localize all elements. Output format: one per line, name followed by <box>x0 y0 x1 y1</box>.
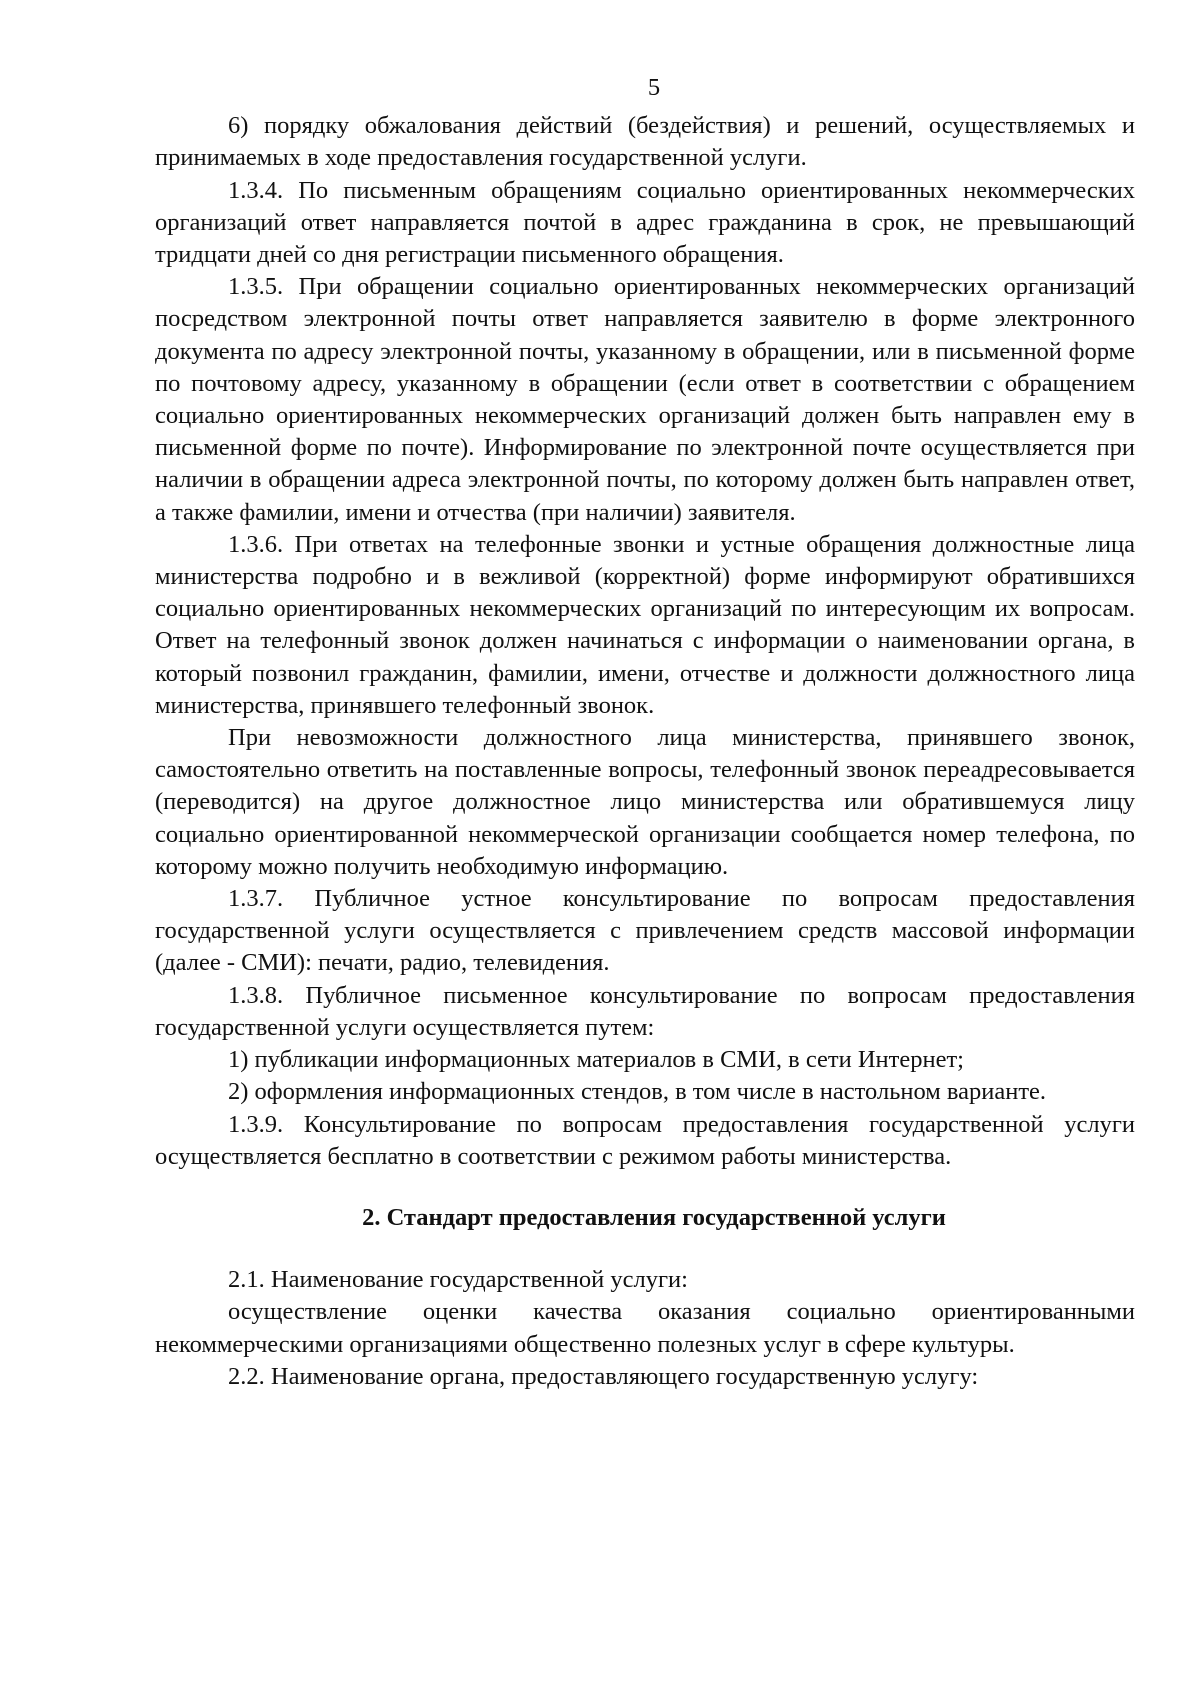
paragraph-2-2: 2.2. Наименование органа, предоставляющего государственную услугу: <box>228 1362 979 1390</box>
page-number: 5 <box>647 74 661 101</box>
paragraph-1-3-9: 1.3.9. Консультирование по вопросам предоставления государственной услуги осуществляется бесплатно в соответствии с режимом работы министерства. <box>155 1110 1135 1170</box>
paragraph-1-3-8: 1.3.8. Публичное письменное консультирование по вопросам предоставления государственной услуги осуществляется путем: <box>155 981 1135 1041</box>
paragraph-call-redirect: При невозможности должностного лица министерства, принявшего звонок, самостоятельно ответить на поставленные вопросы, телефонный звонок переадресовывается (переводится) на другое должностное лицо министерства или обратившемуся лицу социально ориентированной некоммерческой организации сообщается номер телефона, по которому можно получить необходимую информацию. <box>155 724 1135 880</box>
paragraph-1-3-4: 1.3.4. По письменным обращениям социально ориентированных некоммерческих организаций ответ направляется почтой в адрес гражданина в срок, не превышающий тридцати дней со дня регистрации письменного обращения. <box>155 176 1135 269</box>
paragraph-1-3-5: 1.3.5. При обращении социально ориентированных некоммерческих организаций посредством электронной почты ответ направляется заявителю в форме электронного документа по адресу электронной почты, указанному в обращении, или в письменной форме по почтовому адресу, указанному в обращении (если ответ в соответствии с обращением социально ориентированных некоммерческих организаций должен быть направлен ему в письменной форме по почте). Информирование по электронной почте осуществляется при наличии в обращении адреса электронной почты, по которому должен быть направлен ответ, а также фамилии, имени и отчества (при наличии) заявителя. <box>155 273 1135 526</box>
paragraph-1-3-7: 1.3.7. Публичное устное консультирование по вопросам предоставления государственной услуги осуществляется с привлечением средств массовой информации (далее - СМИ): печати, радио, телевидения. <box>155 885 1135 977</box>
paragraph-appeal-procedure: 6) порядку обжалования действий (бездействия) и решений, осуществляемых и принимаемых в ходе предоставления государственной услуги. <box>155 112 1135 172</box>
paragraph-2-1: 2.1. Наименование государственной услуги: <box>228 1266 688 1294</box>
paragraph-1-3-6: 1.3.6. При ответах на телефонные звонки и устные обращения должностные лица министерства подробно и в вежливой (корректной) форме информируют обратившихся социально ориентированных некоммерческих организаций по интересующим их вопросам. Ответ на телефонный звонок должен начинаться с информации о наименовании органа, в который позвонил гражданин, фамилии, имени, отчестве и должности должностного лица министерства, принявшего телефонный звонок. <box>155 530 1135 719</box>
document-page <box>155 72 1135 1393</box>
section-heading: 2. Стандарт предоставления государственной услуги <box>362 1203 946 1231</box>
list-item-2: 2) оформления информационных стендов, в том числе в настольном варианте. <box>228 1078 1047 1106</box>
list-item-1: 1) публикации информационных материалов в СМИ, в сети Интернет; <box>228 1046 964 1074</box>
paragraph-service-name: осуществление оценки качества оказания социально ориентированными некоммерческими организациями общественно полезных услуг в сфере культуры. <box>155 1298 1135 1358</box>
